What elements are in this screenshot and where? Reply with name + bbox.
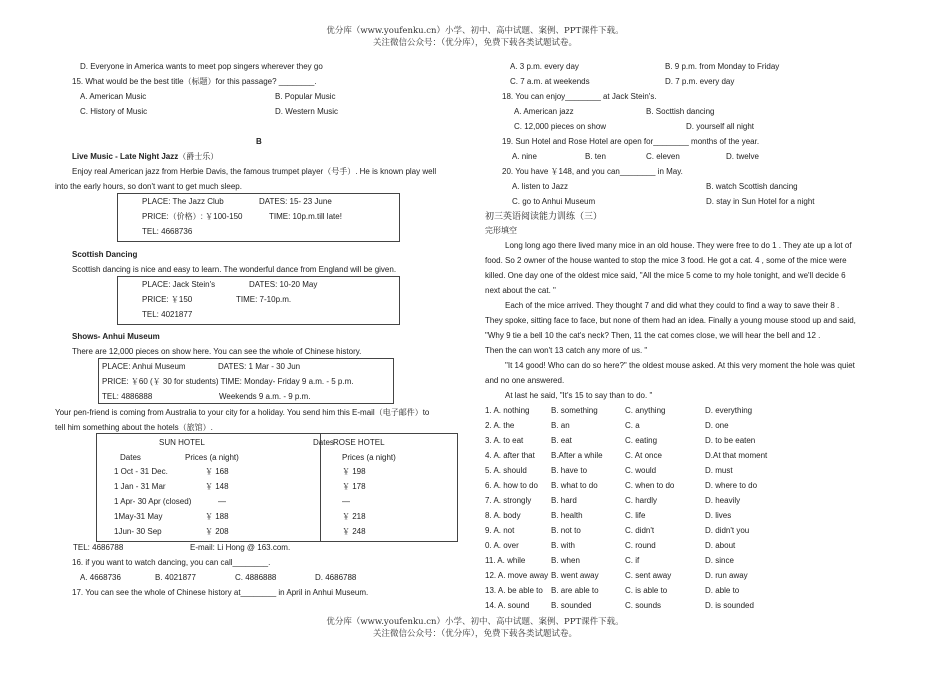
- shows-tel: TEL: 4886888: [102, 392, 153, 401]
- cloze-option: B. sounded: [551, 601, 592, 610]
- jazz-title-cn: （爵士乐）: [178, 152, 219, 161]
- cloze-option: B. an: [551, 421, 570, 430]
- scottish-title: Scottish Dancing: [72, 250, 138, 259]
- hotel-row-sun-price: —: [218, 497, 226, 506]
- q19-option-d: D. twelve: [726, 152, 759, 161]
- cloze-option: D. must: [705, 466, 733, 475]
- cloze-subtitle: 完形填空: [485, 226, 517, 235]
- header-line-2: 关注微信公众号：（优分库），免费下载各类试题试卷。: [372, 38, 577, 48]
- q17-option-d: D. 7 p.m. every day: [665, 77, 735, 86]
- scottish-place: PLACE: Jack Stein's: [142, 280, 216, 289]
- q20-option-a: A. listen to Jazz: [512, 182, 569, 191]
- cloze-option: D.At that moment: [705, 451, 768, 460]
- q14-option-d: D. Everyone in America wants to meet pop singers wherever they go: [80, 62, 323, 71]
- scottish-tel: TEL: 4021877: [142, 310, 193, 319]
- hotel-col-rose-prices: Prices (a night): [342, 453, 396, 462]
- shows-dates: DATES: 1 Mar - 30 Jun: [218, 362, 301, 371]
- q16-option-d: D. 4686788: [315, 573, 357, 582]
- cloze-line: Each of the mice arrived. They thought 7 and did what they could to find a way to save their 8 .: [505, 301, 840, 310]
- hotel-row-sun-price: ￥ 188: [205, 512, 229, 521]
- cloze-option: 5. A. should: [485, 466, 527, 475]
- cloze-option: D. everything: [705, 406, 753, 415]
- q17-stem: 17. You can see the whole of Chinese history at________ in April in Anhui Museum.: [72, 588, 369, 597]
- rose-hotel-title: ROSE HOTEL: [333, 438, 385, 447]
- jazz-tel: TEL: 4668736: [142, 227, 193, 236]
- cloze-option: B. with: [551, 541, 576, 550]
- cloze-option: D. heavily: [705, 496, 741, 505]
- q16-option-c: C. 4886888: [235, 573, 277, 582]
- hotel-row-date: 1 Oct - 31 Dec.: [114, 467, 168, 476]
- hotel-row-date: 1 Jan - 31 Mar: [114, 482, 166, 491]
- q19-option-a: A. nine: [512, 152, 537, 161]
- cloze-option: 4. A. after that: [485, 451, 535, 460]
- cloze-option: C. a: [625, 421, 640, 430]
- q18-option-c: C. 12,000 pieces on show: [514, 122, 607, 131]
- cloze-option: C. if: [625, 556, 640, 565]
- cloze-option: C. when to do: [625, 481, 675, 490]
- section-b-label: B: [256, 137, 262, 146]
- cloze-option: 8. A. body: [485, 511, 521, 520]
- jazz-paragraph-2: into the early hours, so don't want to get much sleep.: [55, 182, 242, 191]
- hotel-col-sun-prices: Prices (a night): [185, 453, 239, 462]
- hotel-row-rose-price: ￥ 198: [342, 467, 366, 476]
- cloze-option: D. run away: [705, 571, 748, 580]
- hotel-row-date: 1May-31 May: [114, 512, 163, 521]
- jazz-title: Live Music - Late Night Jazz: [72, 152, 179, 161]
- cloze-line: "It 14 good! Who can do so here?" the oldest mouse asked. At this very moment the hole was quiet: [505, 361, 855, 370]
- cloze-option: C. life: [625, 511, 646, 520]
- cloze-option: B. something: [551, 406, 598, 415]
- cloze-option: C. anything: [625, 406, 666, 415]
- cloze-option: D. lives: [705, 511, 732, 520]
- cloze-option: 14. A. sound: [485, 601, 530, 610]
- cloze-option: 6. A. how to do: [485, 481, 538, 490]
- cloze-option: B. when: [551, 556, 580, 565]
- cloze-option: 11. A. while: [485, 556, 526, 565]
- scottish-time: TIME: 7-10p.m.: [236, 295, 292, 304]
- cloze-option: D. to be eaten: [705, 436, 756, 445]
- q15-option-c: C. History of Music: [80, 107, 148, 116]
- jazz-paragraph-1: Enjoy real American jazz from Herbie Davis, the famous trumpet player（号手）. He is known play well: [72, 167, 437, 176]
- page-header: [0, 25, 950, 49]
- hotel-tel: TEL: 4686788: [73, 543, 124, 552]
- cloze-option: 1. A. nothing: [485, 406, 530, 415]
- cloze-option: C. round: [625, 541, 656, 550]
- q20-option-c: C. go to Anhui Museum: [512, 197, 596, 206]
- cloze-option: D. able to: [705, 586, 740, 595]
- cloze-option: B. eat: [551, 436, 572, 445]
- q18-stem: 18. You can enjoy________ at Jack Stein's.: [502, 92, 657, 101]
- cloze-option: 3. A. to eat: [485, 436, 524, 445]
- jazz-place: PLACE: The Jazz Club: [142, 197, 224, 206]
- q20-stem: 20. You have ￥148, and you can________ in May.: [502, 167, 683, 176]
- cloze-line: At last he said, "It's 15 to say than to do. ": [505, 391, 653, 400]
- header-line-1: 优分库（www.youfenku.cn）小学、初中、高中试题、案例、PPT课件下载。: [326, 26, 624, 36]
- q15-stem: 15. What would be the best title（标题）for this passage? ________.: [72, 77, 317, 86]
- cloze-option: B.After a while: [551, 451, 603, 460]
- q15-option-a: A. American Music: [80, 92, 147, 101]
- cloze-line: next about the cat. ": [485, 286, 556, 295]
- cloze-line: Long long ago there lived many mice in an old house. They were free to do 1 . They ate up a lot of: [505, 241, 852, 250]
- cloze-line: They spoke, sitting face to face, but none of them had an idea. Finally a young mouse stood up and said,: [485, 316, 856, 325]
- jazz-heading: [72, 152, 218, 162]
- cloze-option: B. what to do: [551, 481, 598, 490]
- cloze-option: 2. A. the: [485, 421, 515, 430]
- shows-price-time: PRICE: ￥60 (￥ 30 for students) TIME: Monday- Friday 9 a.m. - 5 p.m.: [102, 377, 354, 386]
- cloze-option: D. one: [705, 421, 729, 430]
- cloze-line: food. So 2 owner of the house wanted to stop the mice 3 food. He got a cat. 4 , some of the mice were: [485, 256, 847, 265]
- q20-option-b: B. watch Scottish dancing: [706, 182, 798, 191]
- sun-hotel-title: SUN HOTEL: [159, 438, 205, 447]
- q17-option-c: C. 7 a.m. at weekends: [510, 77, 590, 86]
- jazz-dates: DATES: 15- 23 June: [259, 197, 332, 206]
- scottish-price: PRICE: ￥150: [142, 295, 193, 304]
- cloze-option: D. about: [705, 541, 736, 550]
- cloze-option: C. sent away: [625, 571, 672, 580]
- hotel-table-divider: [320, 434, 321, 541]
- hotel-row-rose-price: ￥ 248: [342, 527, 366, 536]
- q16-option-a: A. 4668736: [80, 573, 121, 582]
- hotel-row-rose-price: ￥ 178: [342, 482, 366, 491]
- footer-line-1: 优分库（www.youfenku.cn）小学、初中、高中试题、案例、PPT课件下载。: [326, 617, 624, 627]
- shows-paragraph: There are 12,000 pieces on show here. You can see the whole of Chinese history.: [72, 347, 362, 356]
- cloze-option: D. didn't you: [705, 526, 750, 535]
- cloze-option: B. health: [551, 511, 583, 520]
- scottish-dates: DATES: 10-20 May: [249, 280, 318, 289]
- cloze-option: 7. A. strongly: [485, 496, 532, 505]
- hotel-row-sun-price: ￥ 168: [205, 467, 229, 476]
- cloze-option: D. since: [705, 556, 734, 565]
- cloze-option: C. At once: [625, 451, 662, 460]
- cloze-option: C. would: [625, 466, 657, 475]
- q19-option-c: C. eleven: [646, 152, 680, 161]
- cloze-option: B. went away: [551, 571, 599, 580]
- penfriend-paragraph-2: tell him something about the hotels（旅馆）.: [55, 423, 213, 432]
- hotel-row-sun-price: ￥ 148: [205, 482, 229, 491]
- cloze-option: B. hard: [551, 496, 577, 505]
- cloze-option: B. not to: [551, 526, 581, 535]
- cloze-option: 0. A. over: [485, 541, 519, 550]
- q18-option-d: D. yourself all night: [686, 122, 755, 131]
- cloze-option: C. sounds: [625, 601, 662, 610]
- shows-weekend-time: Weekends 9 a.m. - 9 p.m.: [219, 392, 311, 401]
- cloze-line: "Why 9 tie a bell 10 the cat's neck? Then, 11 the cat comes close, we will hear the bell and 12 .: [485, 331, 821, 340]
- cloze-line: Then the can won't 13 catch any more of us. ": [485, 346, 648, 355]
- cloze-option: 9. A. not: [485, 526, 515, 535]
- q18-option-a: A. American jazz: [514, 107, 574, 116]
- hotel-col-dates: Dates: [120, 453, 141, 462]
- hotel-dates-label: Dates: [313, 438, 334, 447]
- q16-stem: 16. if you want to watch dancing, you can call________.: [72, 558, 271, 567]
- scottish-paragraph: Scottish dancing is nice and easy to learn. The wonderful dance from England will be given.: [72, 265, 397, 274]
- cloze-option: D. where to do: [705, 481, 758, 490]
- hotel-row-date: 1Jun- 30 Sep: [114, 527, 162, 536]
- q20-option-d: D. stay in Sun Hotel for a night: [706, 197, 815, 206]
- hotel-row-rose-price: ￥ 218: [342, 512, 366, 521]
- q18-option-b: B. Socttish dancing: [646, 107, 715, 116]
- q15-option-b: B. Popular Music: [275, 92, 336, 101]
- page-footer: [0, 616, 950, 640]
- cloze-option: 13. A. be able to: [485, 586, 543, 595]
- hotel-email: E-mail: Li Hong @ 163.com.: [190, 543, 291, 552]
- cloze-option: D. is sounded: [705, 601, 754, 610]
- cloze-line: killed. One day one of the oldest mice said, "All the mice 5 come to my hole tonight, and we'll decide 6: [485, 271, 846, 280]
- cloze-option: B. are able to: [551, 586, 599, 595]
- q17-option-a: A. 3 p.m. every day: [510, 62, 579, 71]
- cloze-option: C. didn't: [625, 526, 655, 535]
- q16-option-b: B. 4021877: [155, 573, 196, 582]
- hotel-row-sun-price: ￥ 208: [205, 527, 229, 536]
- section-title: 初三英语阅读能力训练（三）: [485, 211, 603, 221]
- jazz-price: PRICE:（价格）: ￥100-150: [142, 212, 243, 221]
- hotel-row-rose-price: —: [342, 497, 350, 506]
- cloze-option: 12. A. move away: [485, 571, 549, 580]
- q17-option-b: B. 9 p.m. from Monday to Friday: [665, 62, 780, 71]
- penfriend-paragraph-1: Your pen-friend is coming from Australia to your city for a holiday. You send him this E-mail（电子邮件）to: [55, 408, 430, 417]
- q19-option-b: B. ten: [585, 152, 606, 161]
- jazz-time: TIME: 10p.m.till late!: [269, 212, 342, 221]
- shows-title: Shows- Anhui Museum: [72, 332, 160, 341]
- footer-line-2: 关注微信公众号：（优分库），免费下载各类试题试卷。: [372, 629, 577, 639]
- shows-place: PLACE: Anhui Museum: [102, 362, 186, 371]
- q15-option-d: D. Western Music: [275, 107, 338, 116]
- cloze-line: and no one answered.: [485, 376, 565, 385]
- cloze-option: C. hardly: [625, 496, 658, 505]
- q19-stem: 19. Sun Hotel and Rose Hotel are open for________ months of the year.: [502, 137, 760, 146]
- cloze-option: C. is able to: [625, 586, 668, 595]
- hotel-row-date: 1 Apr- 30 Apr (closed): [114, 497, 192, 506]
- cloze-option: C. eating: [625, 436, 658, 445]
- cloze-option: B. have to: [551, 466, 588, 475]
